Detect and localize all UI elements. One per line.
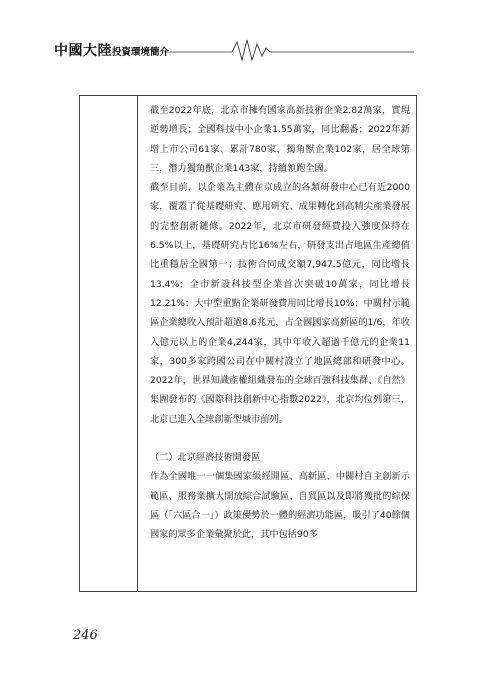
paragraph-1: 截至2022年底，北京市擁有國家高新技術企業2.82萬家，實現逆勢增長；全國科技中小企業1.55萬家，同比翻番；2022年新增上市公司61家、累計780家，獨角獸企業102家，居全球第三，潛力獨角獸企業143家，持續領跑全國。: [150, 105, 410, 174]
section-heading: （二）北京經濟技術開發區: [150, 452, 261, 464]
paragraph-2: 截至目前，以企業為主體在京成立的各類研發中心已有近2000家，覆蓋了從基礎研究、應用研究、成果轉化到高精尖產業發展的完整創新鏈條。2022年，北京市研發經費投入強度保持在6.5%以上，基礎研究占比16%左右，研發支出占地區生產總值比重穩居全國第一；技術合同成交額7,947.5億元，同比增長13.4%；全市新設科技型企業首次突破10萬家，同比增長12.21%；大中型重點企業研發費用同比增長10%；中關村示範區企業總收入預計超過8.6兆元，占全國國家高新區的1/6，年收入億元以上的企業4,244家，其中年收入超過千億元的企業11家，300多家跨國公司在中關村設立了地區總部和研發中心。2022年，世界知識產權組織發布的全球百強科技集群、《自然》集團發布的《國際科技創新中心指數2022》，北京均位列第三，北京已進入全球創新型城市前列。: [150, 182, 410, 425]
header-title-sub: 投資環境簡介: [112, 47, 170, 58]
column-divider: [137, 96, 138, 591]
content-table: [79, 95, 417, 592]
header-title-main: 中國大陸: [54, 43, 112, 59]
page-header: [54, 34, 414, 64]
header-title: [54, 40, 169, 60]
page-number: 246: [73, 628, 98, 643]
paragraph-3: 作為全國唯一一個集國家級經開區、高新區、中關村自主創新示範區、服務業擴大開放綜合試驗區、自貿區以及即將獲批的綜保區（「六區合一」）政策優勢於一體的經濟功能區，吸引了40餘個國家的眾多企業彙聚於此，其中包括90多: [150, 471, 410, 541]
content-cell: [150, 101, 410, 545]
